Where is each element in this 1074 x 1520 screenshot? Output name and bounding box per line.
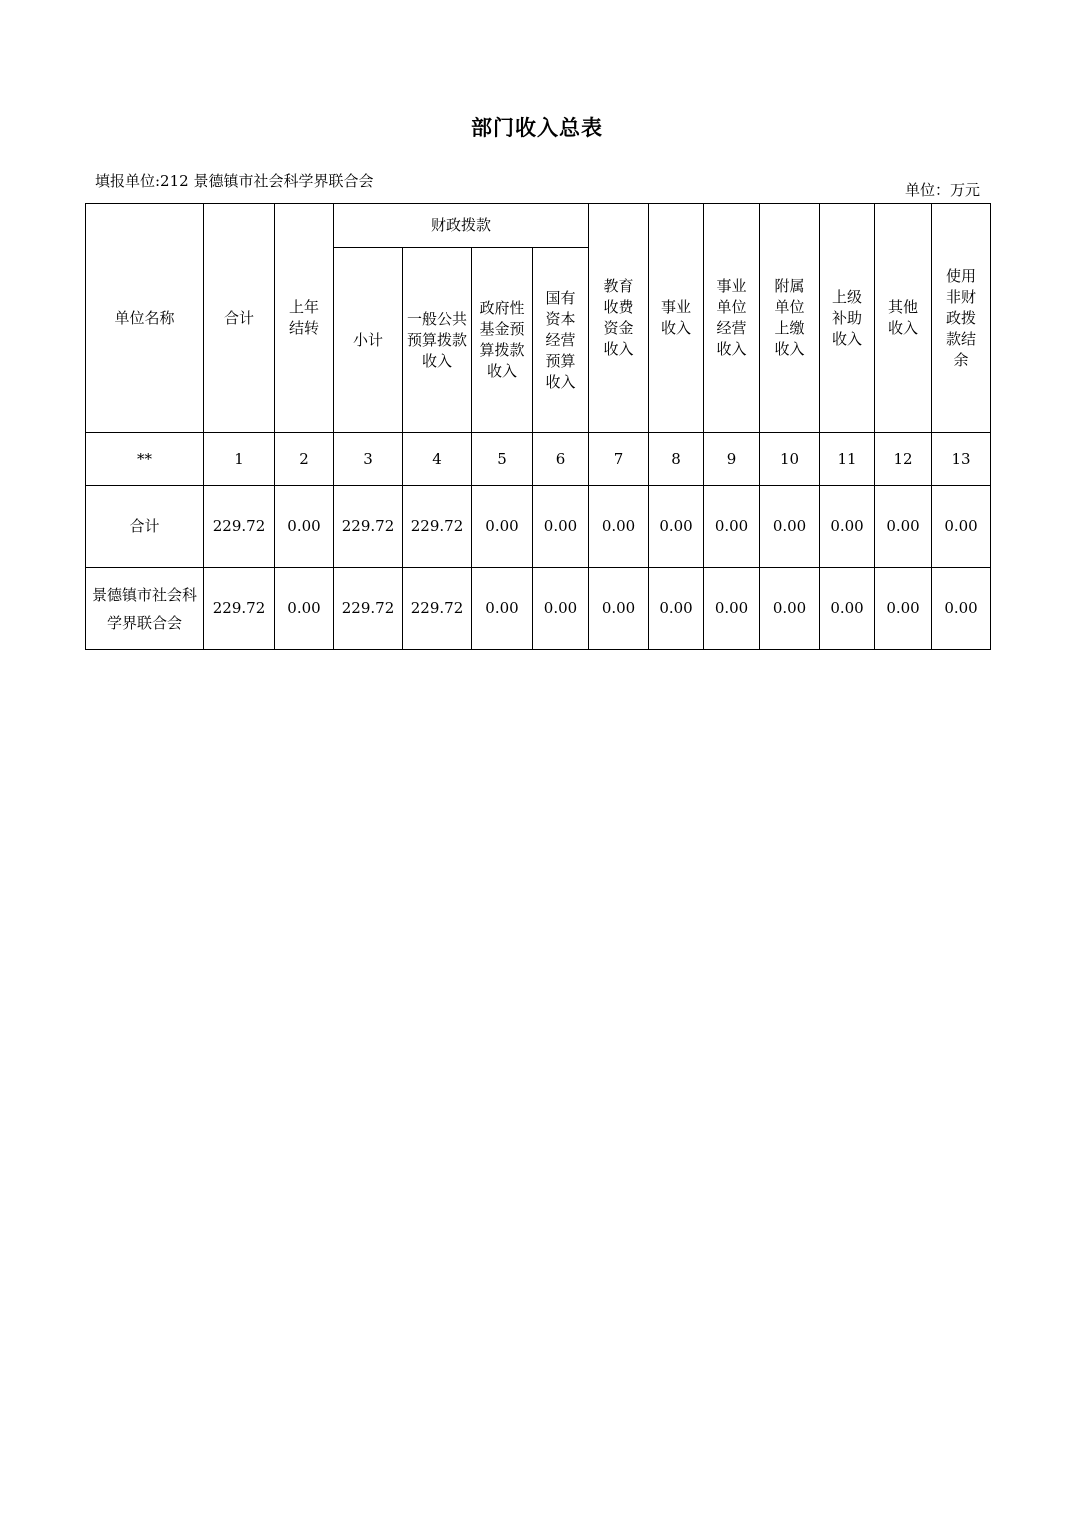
index-cell: 9 <box>704 433 760 486</box>
table-row <box>86 486 991 568</box>
value-cell: 0.00 <box>820 486 875 568</box>
value-cell: 0.00 <box>589 486 649 568</box>
index-cell: 8 <box>649 433 704 486</box>
index-cell: 2 <box>275 433 334 486</box>
value-cell: 229.72 <box>334 486 403 568</box>
header-superior-subsidy <box>820 204 875 433</box>
index-cell: 11 <box>820 433 875 486</box>
value-cell: 0.00 <box>932 486 991 568</box>
header-business-income <box>649 204 704 433</box>
index-cell: 12 <box>875 433 932 486</box>
value-cell: 0.00 <box>760 486 820 568</box>
value-cell: 0.00 <box>704 568 760 650</box>
header-general-budget-text: 一般公共预算拨款收入 <box>406 309 467 370</box>
index-cell: 5 <box>472 433 533 486</box>
page-title: 部门收入总表 <box>471 116 603 140</box>
index-cell: 10 <box>760 433 820 486</box>
currency-unit-label: 单位：万元 <box>904 181 980 199</box>
header-other-income <box>875 204 932 433</box>
value-cell: 0.00 <box>820 568 875 650</box>
index-cell: 4 <box>403 433 472 486</box>
header-subtotal: 小计 <box>334 248 403 433</box>
header-edu-fee <box>589 204 649 433</box>
value-cell: 0.00 <box>760 568 820 650</box>
fill-unit-label: 填报单位:212 景德镇市社会科学界联合会 <box>95 172 374 190</box>
header-state-capital-text: 国有资本经营预算收入 <box>545 288 576 391</box>
index-cell: ** <box>86 433 204 486</box>
row-name: 合计 <box>86 486 204 568</box>
value-cell: 229.72 <box>334 568 403 650</box>
value-cell: 0.00 <box>875 486 932 568</box>
value-cell: 229.72 <box>403 568 472 650</box>
header-other-income-text: 其他收入 <box>888 298 919 337</box>
header-last-year-text: 上年结转 <box>289 298 320 337</box>
header-non-fiscal <box>932 204 991 433</box>
index-row <box>86 433 991 486</box>
value-cell: 0.00 <box>472 568 533 650</box>
row-name: 景德镇市社会科学界联合会 <box>86 568 204 650</box>
header-gov-fund <box>472 248 533 433</box>
header-business-income-text: 事业收入 <box>661 298 692 337</box>
index-cell: 1 <box>204 433 275 486</box>
header-total: 合计 <box>204 204 275 433</box>
value-cell: 0.00 <box>275 568 334 650</box>
header-unit-name: 单位名称 <box>86 204 204 433</box>
value-cell: 0.00 <box>649 568 704 650</box>
header-business-operation <box>704 204 760 433</box>
header-general-budget <box>403 248 472 433</box>
value-cell: 0.00 <box>275 486 334 568</box>
value-cell: 0.00 <box>649 486 704 568</box>
header-affiliated-text: 附属单位上缴收入 <box>774 277 805 358</box>
value-cell: 0.00 <box>704 486 760 568</box>
value-cell: 0.00 <box>875 568 932 650</box>
value-cell: 229.72 <box>403 486 472 568</box>
header-last-year <box>275 204 334 433</box>
income-summary-table <box>85 203 991 650</box>
value-cell: 0.00 <box>533 568 589 650</box>
value-cell: 0.00 <box>533 486 589 568</box>
header-gov-fund-text: 政府性基金预算拨款收入 <box>479 299 525 380</box>
index-cell: 7 <box>589 433 649 486</box>
index-cell: 6 <box>533 433 589 486</box>
index-cell: 13 <box>932 433 991 486</box>
header-edu-fee-text: 教育收费资金收入 <box>603 277 634 358</box>
header-non-fiscal-text: 使用非财政拨款结余 <box>946 266 977 369</box>
header-affiliated <box>760 204 820 433</box>
index-cell: 3 <box>334 433 403 486</box>
header-fiscal-group: 财政拨款 <box>334 204 589 248</box>
table-row <box>86 568 991 650</box>
value-cell: 0.00 <box>472 486 533 568</box>
value-cell: 0.00 <box>932 568 991 650</box>
header-state-capital <box>533 248 589 433</box>
header-superior-subsidy-text: 上级补助收入 <box>832 287 863 348</box>
value-cell: 0.00 <box>589 568 649 650</box>
value-cell: 229.72 <box>204 568 275 650</box>
value-cell: 229.72 <box>204 486 275 568</box>
header-business-operation-text: 事业单位经营收入 <box>716 277 747 358</box>
